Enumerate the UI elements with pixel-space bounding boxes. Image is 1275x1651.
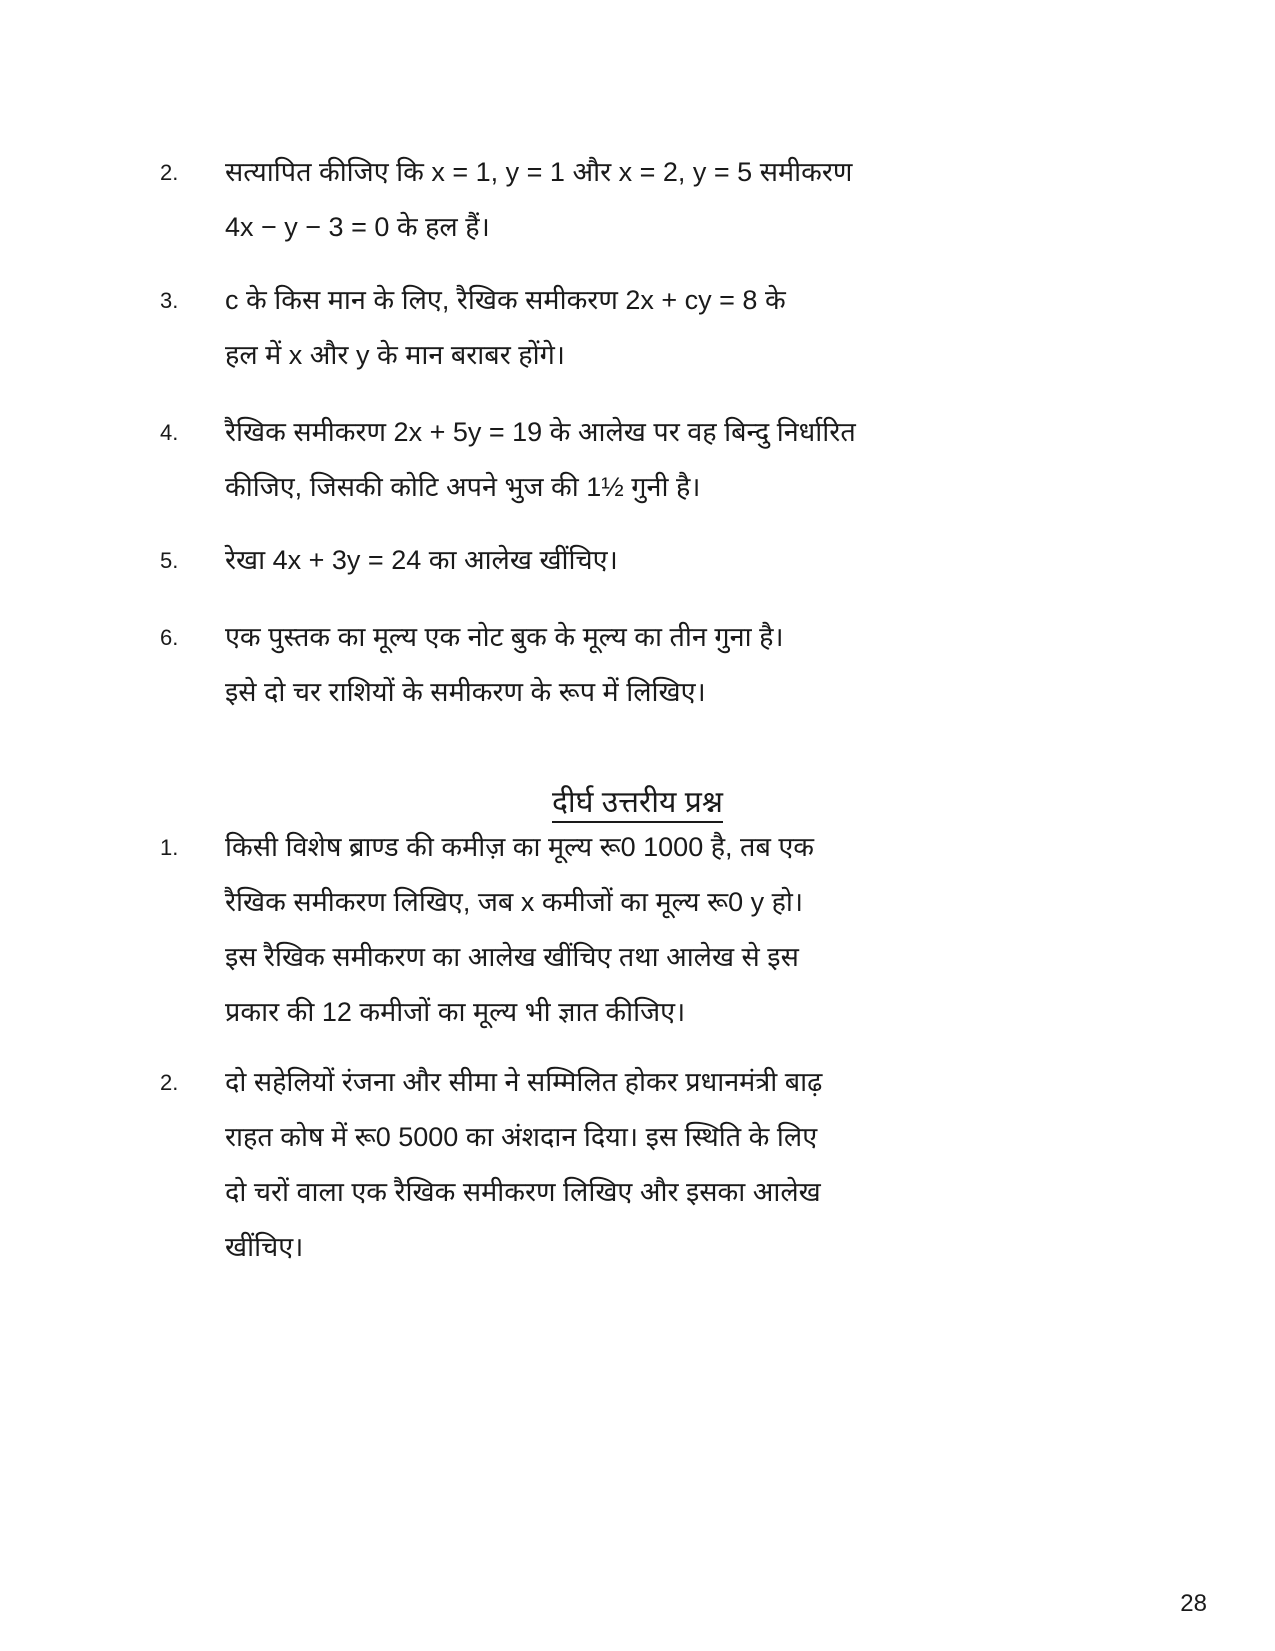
question-number: 4. bbox=[160, 420, 179, 445]
question-number: 3. bbox=[160, 288, 179, 313]
question-number: 1. bbox=[160, 835, 179, 860]
question-number: 6. bbox=[160, 625, 179, 650]
long-question-1 bbox=[160, 820, 1010, 1040]
question-text-line: किसी विशेष ब्राण्ड की कमीज़ का मूल्य रू0 1000 है, तब एक bbox=[225, 832, 815, 862]
question-3 bbox=[160, 273, 1010, 383]
question-text-line: 4x − y − 3 = 0 के हल हैं। bbox=[225, 212, 490, 242]
question-text-line: रेखा 4x + 3y = 24 का आलेख खींचिए। bbox=[225, 545, 618, 575]
question-text-line: रैखिक समीकरण 2x + 5y = 19 के आलेख पर वह बिन्दु निर्धारित bbox=[225, 417, 856, 447]
question-number: 2. bbox=[160, 160, 179, 185]
question-text-line: प्रकार की 12 कमीजों का मूल्य भी ज्ञात कीजिए। bbox=[225, 997, 686, 1027]
question-text-line: सत्यापित कीजिए कि x = 1, y = 1 और x = 2, y = 5 समीकरण bbox=[225, 157, 853, 187]
question-text-line: कीजिए, जिसकी कोटि अपने भुज की 1½ गुनी है। bbox=[225, 472, 701, 502]
question-text-line: इस रैखिक समीकरण का आलेख खींचिए तथा आलेख से इस bbox=[225, 942, 799, 972]
question-6 bbox=[160, 610, 1010, 720]
question-4 bbox=[160, 405, 1010, 515]
long-question-2 bbox=[160, 1055, 1010, 1275]
question-2 bbox=[160, 145, 1010, 255]
question-text-line: दो चरों वाला एक रैखिक समीकरण लिखिए और इसका आलेख bbox=[225, 1177, 821, 1207]
question-5 bbox=[160, 533, 1010, 588]
question-text-line: दो सहेलियों रंजना और सीमा ने सम्मिलित होकर प्रधानमंत्री बाढ़ bbox=[225, 1067, 823, 1097]
question-text-line: राहत कोष में रू0 5000 का अंशदान दिया। इस स्थिति के लिए bbox=[225, 1122, 818, 1152]
question-text-line: खींचिए। bbox=[225, 1232, 304, 1262]
question-text-line: इसे दो चर राशियों के समीकरण के रूप में लिखिए। bbox=[225, 677, 706, 707]
section-heading bbox=[0, 780, 1275, 821]
question-text-line: रैखिक समीकरण लिखिए, जब x कमीजों का मूल्य रू0 y हो। bbox=[225, 887, 804, 917]
question-text-line: हल में x और y के मान बराबर होंगे। bbox=[225, 340, 566, 370]
section-heading-text: दीर्घ उत्तरीय प्रश्न bbox=[552, 786, 723, 823]
question-number: 2. bbox=[160, 1070, 179, 1095]
question-text-line: एक पुस्तक का मूल्य एक नोट बुक के मूल्य का तीन गुना है। bbox=[225, 622, 784, 652]
question-number: 5. bbox=[160, 548, 179, 573]
page-number: 28 bbox=[1180, 1590, 1207, 1617]
question-text-line: c के किस मान के लिए, रैखिक समीकरण 2x + cy = 8 के bbox=[225, 285, 786, 315]
